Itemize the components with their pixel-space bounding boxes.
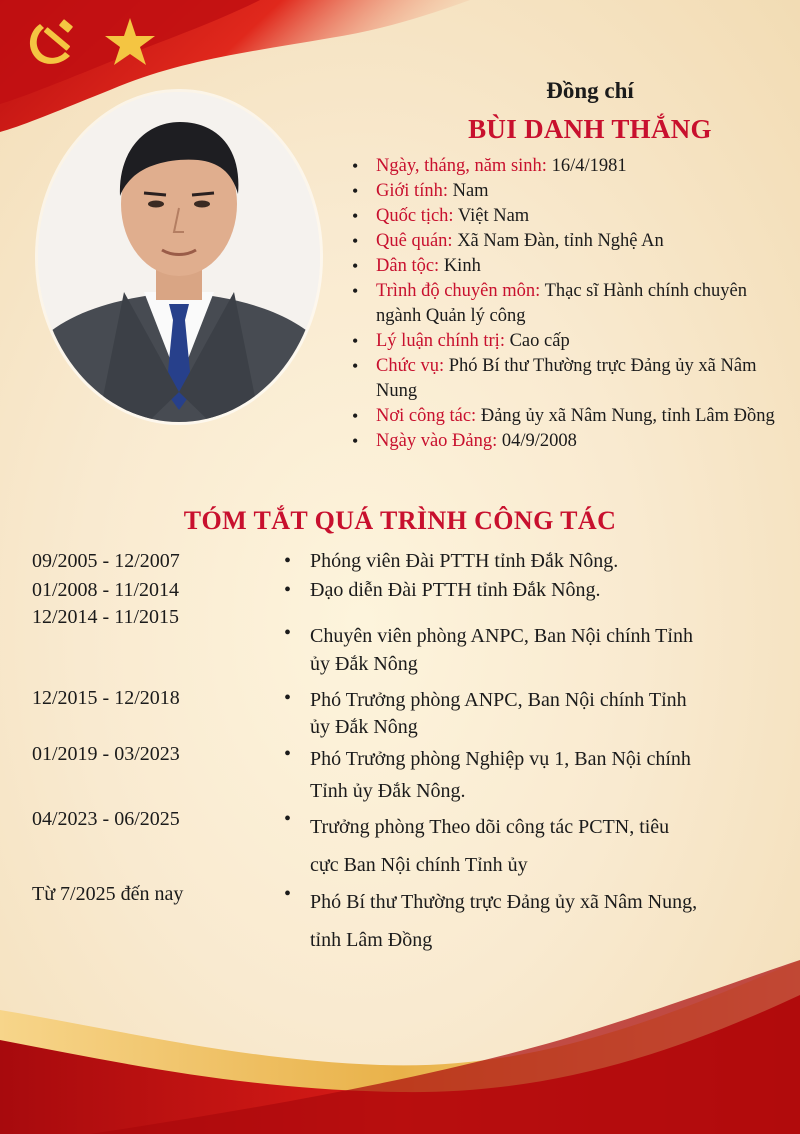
info-label: Ngày vào Đảng: — [376, 431, 498, 451]
bullet-icon: • — [284, 622, 292, 644]
info-value: 04/9/2008 — [501, 431, 577, 451]
career-period: 01/2019 - 03/2023 — [32, 743, 180, 765]
bullet-icon: • — [352, 331, 359, 351]
info-value: Xã Nam Đàn, tỉnh Nghệ An — [457, 231, 664, 251]
career-line: Tỉnh ủy Đắk Nông. — [310, 780, 466, 802]
career-line: cực Ban Nội chính Tỉnh ủy — [310, 854, 528, 876]
info-value: Nam — [452, 181, 489, 201]
person-name: BÙI DANH THẮNG — [468, 114, 712, 144]
info-label: Chức vụ: — [376, 356, 445, 376]
info-label: Nơi công tác: — [376, 406, 477, 426]
info-item-party-join-date — [350, 429, 780, 454]
info-item-position — [350, 354, 780, 404]
career-period: Từ 7/2025 đến nay — [32, 883, 184, 905]
bullet-icon: • — [352, 431, 359, 451]
info-label: Quê quán: — [376, 231, 453, 251]
bullet-icon: • — [352, 356, 359, 376]
info-value: Thạc sĩ Hành chính chuyên ngành Quản lý công — [376, 281, 747, 326]
career-line: ủy Đắk Nông — [310, 716, 418, 738]
info-value: 16/4/1981 — [551, 156, 627, 176]
info-item-gender — [350, 179, 780, 204]
bullet-icon: • — [284, 687, 292, 709]
portrait-photo — [38, 92, 320, 422]
bullet-icon: • — [352, 231, 359, 251]
hammer-sickle-icon — [18, 10, 158, 70]
bullet-icon: • — [284, 550, 292, 572]
info-item-education — [350, 279, 780, 329]
info-value: Cao cấp — [509, 331, 570, 351]
career-period: 12/2015 - 12/2018 — [32, 687, 180, 709]
info-item-nationality — [350, 204, 780, 229]
career-line: Chuyên viên phòng ANPC, Ban Nội chính Tỉnh — [310, 625, 693, 647]
star-icon — [105, 18, 155, 65]
info-value: Phó Bí thư Thường trực Đảng ủy xã Nâm Nung — [376, 356, 757, 401]
info-value: Việt Nam — [457, 206, 530, 226]
bullet-icon: • — [284, 808, 292, 830]
info-label: Lý luận chính trị: — [376, 331, 505, 351]
info-item-workplace — [350, 404, 780, 429]
career-line: tỉnh Lâm Đồng — [310, 929, 433, 951]
bullet-icon: • — [284, 883, 292, 905]
career-line: Phóng viên Đài PTTH tỉnh Đắk Nông. — [310, 550, 619, 572]
bullet-icon: • — [352, 181, 359, 201]
career-period: 04/2023 - 06/2025 — [32, 808, 180, 830]
career-period: 01/2008 - 11/2014 — [32, 579, 180, 601]
career-line: Trưởng phòng Theo dõi công tác PCTN, tiêu — [310, 816, 670, 838]
info-item-birthdate — [350, 154, 780, 179]
info-item-political-theory — [350, 329, 780, 354]
info-label: Dân tộc: — [376, 256, 440, 276]
info-label: Ngày, tháng, năm sinh: — [376, 156, 547, 176]
bullet-icon: • — [352, 206, 359, 226]
bullet-icon: • — [284, 743, 292, 765]
info-label: Trình độ chuyên môn: — [376, 281, 541, 301]
bullet-icon: • — [284, 579, 292, 601]
career-line: Đạo diễn Đài PTTH tỉnh Đắk Nông. — [310, 579, 601, 601]
info-label: Quốc tịch: — [376, 206, 454, 226]
info-item-ethnicity — [350, 254, 780, 279]
bullet-icon: • — [352, 156, 359, 176]
bullet-icon: • — [352, 256, 359, 276]
career-line: ủy Đắk Nông — [310, 653, 418, 675]
career-period: 09/2005 - 12/2007 — [32, 550, 180, 572]
career-summary-title: TÓM TẮT QUÁ TRÌNH CÔNG TÁC — [183, 506, 617, 535]
personal-info-list — [350, 154, 780, 454]
career-line: Phó Bí thư Thường trực Đảng ủy xã Nâm Nung, — [310, 891, 698, 913]
info-value: Kinh — [443, 256, 481, 276]
career-period: 12/2014 - 11/2015 — [32, 606, 180, 628]
info-value: Đảng ủy xã Nâm Nung, tỉnh Lâm Đồng — [480, 406, 775, 426]
info-item-hometown — [350, 229, 780, 254]
honorific-title: Đồng chí — [546, 78, 634, 103]
info-label: Giới tính: — [376, 181, 448, 201]
bullet-icon: • — [352, 406, 359, 426]
career-line: Phó Trưởng phòng ANPC, Ban Nội chính Tỉnh — [310, 689, 687, 711]
career-line: Phó Trưởng phòng Nghiệp vụ 1, Ban Nội chính — [310, 748, 691, 770]
bullet-icon: • — [352, 281, 359, 301]
